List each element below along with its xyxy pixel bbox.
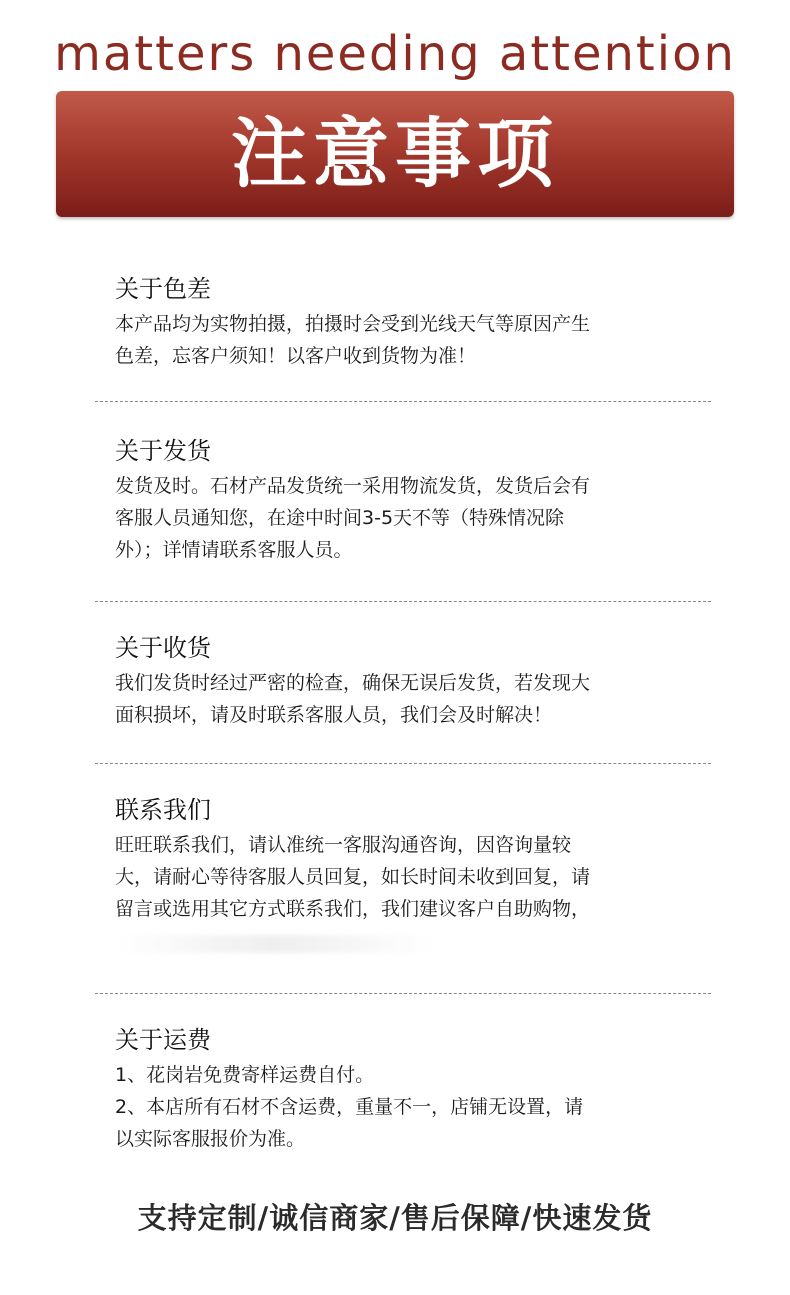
section-line: 客服人员通知您，在途中时间3-5天不等（特殊情况除 <box>115 507 565 529</box>
section-contact-us <box>115 793 695 925</box>
section-line: 1、花岗岩免费寄样运费自付。 <box>115 1064 375 1086</box>
section-line: 外）；详情请联系客服人员。 <box>115 539 353 561</box>
section-shipping <box>115 434 695 566</box>
section-line: 以实际客服报价为准。 <box>115 1128 306 1150</box>
footer-slogan: 支持定制/诚信商家/售后保障/快速发货 <box>137 1201 653 1235</box>
section-line: 旺旺联系我们，请认准统一客服沟通咨询，因咨询量较 <box>115 834 572 856</box>
section-body <box>115 1059 695 1155</box>
dashed-divider <box>95 993 711 994</box>
section-line: 2、本店所有石材不含运费，重量不一，店铺无设置，请 <box>115 1096 584 1118</box>
section-line: 面积损坏，请及时联系客服人员，我们会及时解决！ <box>115 704 553 726</box>
section-heading: 关于色差 <box>115 275 211 303</box>
section-body <box>115 829 695 925</box>
page-title: 注意事项 <box>231 109 559 198</box>
section-line: 留言或选用其它方式联系我们，我们建议客户自助购物， <box>115 898 591 920</box>
section-line: 发货及时。石材产品发货统一采用物流发货，发货后会有 <box>115 475 591 497</box>
english-subtitle: matters needing attention <box>54 26 736 82</box>
section-line: 色差，忘客户须知！以客户收到货物为准！ <box>115 345 477 367</box>
section-heading: 关于收货 <box>115 634 211 662</box>
section-receiving <box>115 631 695 731</box>
section-heading: 关于发货 <box>115 437 211 465</box>
section-line: 本产品均为实物拍摄，拍摄时会受到光线天气等原因产生 <box>115 313 591 335</box>
section-heading: 关于运费 <box>115 1026 211 1054</box>
dashed-divider <box>95 763 711 764</box>
dashed-divider <box>95 601 711 602</box>
section-color-difference <box>115 272 695 372</box>
dashed-divider <box>95 401 711 402</box>
faded-text-remnant <box>115 935 435 953</box>
section-heading: 联系我们 <box>115 796 211 824</box>
title-banner <box>56 91 734 217</box>
section-body <box>115 308 695 372</box>
section-body <box>115 667 695 731</box>
section-line: 大，请耐心等待客服人员回复，如长时间未收到回复，请 <box>115 866 591 888</box>
section-body <box>115 470 695 566</box>
section-line: 我们发货时经过严密的检查，确保无误后发货，若发现大 <box>115 672 591 694</box>
section-shipping-fee <box>115 1023 695 1155</box>
